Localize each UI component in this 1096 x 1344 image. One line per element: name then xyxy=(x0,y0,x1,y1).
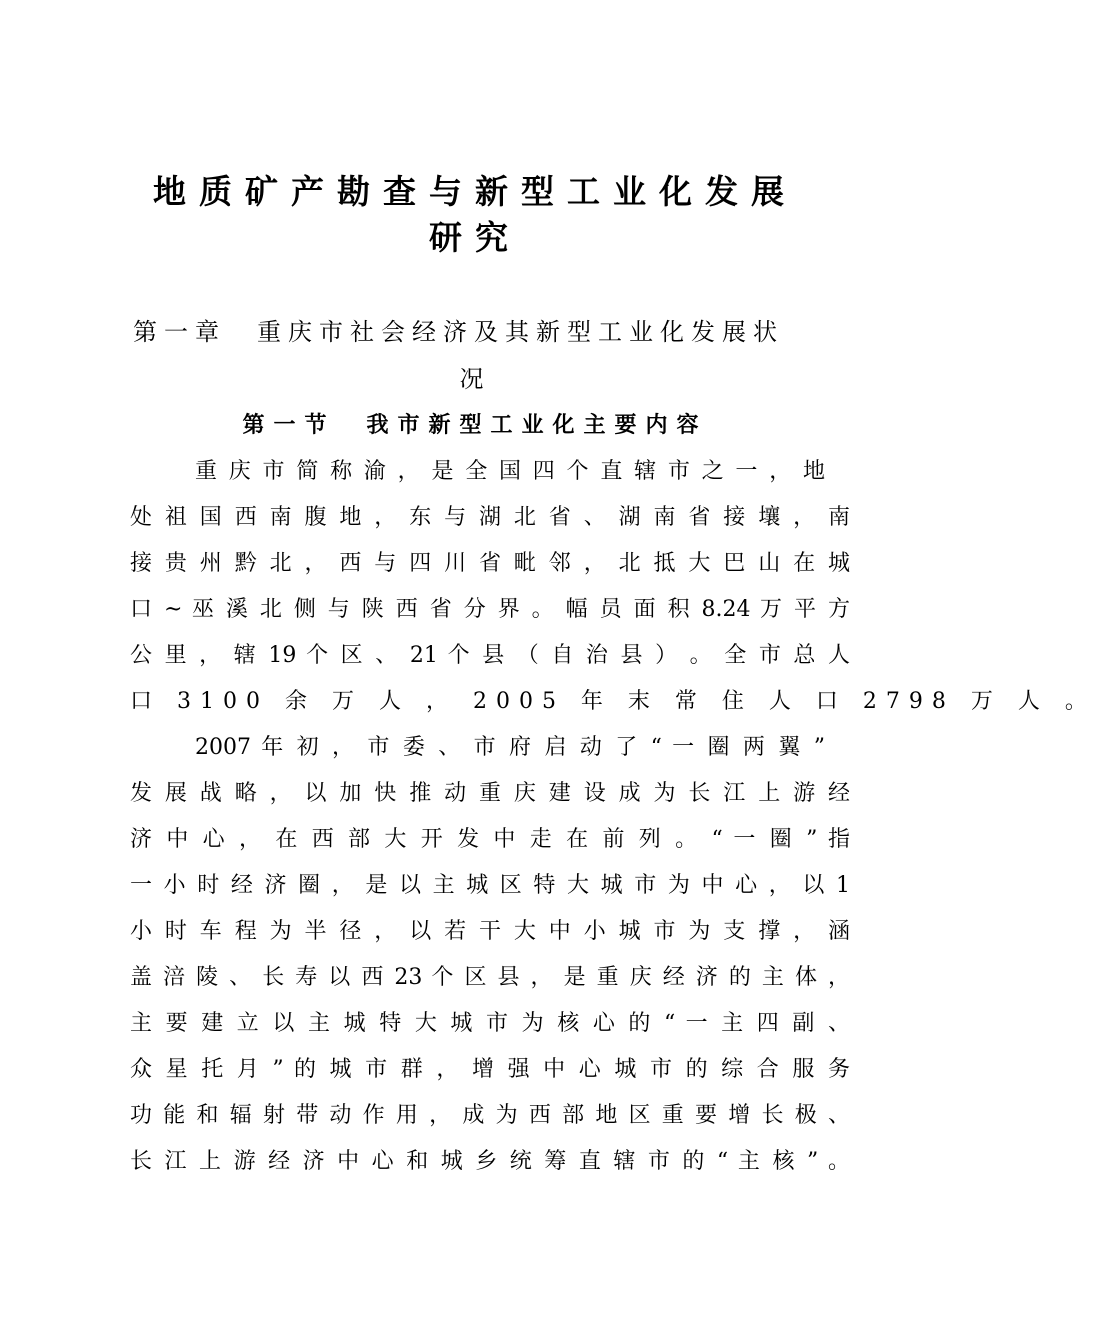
paragraph-line: 口 ~ 巫 溪 北 侧 与 陕 西 省 分 界 。 幅 员 面 积 8.24 万 平 方 xyxy=(130,597,850,622)
paragraph-line: 2007 年 初 ， 市 委 、 市 府 启 动 了 “ 一 圈 两 翼 ” xyxy=(195,735,825,760)
document-title-line2: 研究 xyxy=(429,218,521,257)
paragraph-line: 一 小 时 经 济 圈 ， 是 以 主 城 区 特 大 城 市 为 中 心 ， 以 1 xyxy=(130,873,850,898)
paragraph-line: 公 里 ， 辖 19 个 区 、 21 个 县 （ 自 治 县 ） 。 全 市 总 人 xyxy=(130,643,850,668)
section-heading: 第一节 我市新型工业化主要内容 xyxy=(242,412,708,438)
paragraph-line: 济 中 心 ， 在 西 部 大 开 发 中 走 在 前 列 。 “ 一 圈 ” 指 xyxy=(130,827,850,852)
paragraph-line: 接 贵 州 黔 北 ， 西 与 四 川 省 毗 邻 ， 北 抵 大 巴 山 在 城 xyxy=(130,551,850,576)
paragraph-line: 发 展 战 略 ， 以 加 快 推 动 重 庆 建 设 成 为 长 江 上 游 经 xyxy=(130,781,850,806)
paragraph-line: 盖 涪 陵 、 长 寿 以 西 23 个 区 县 ， 是 重 庆 经 济 的 主 体 ， xyxy=(130,965,850,990)
paragraph-line: 处 祖 国 西 南 腹 地 ， 东 与 湖 北 省 、 湖 南 省 接 壤 ， 南 xyxy=(130,505,850,530)
paragraph-line: 长 江 上 游 经 济 中 心 和 城 乡 统 筹 直 辖 市 的 “ 主 核 ” 。 xyxy=(130,1149,850,1174)
paragraph-line: 众 星 托 月 ” 的 城 市 群 ， 增 强 中 心 城 市 的 综 合 服 务 xyxy=(130,1057,850,1082)
chapter-heading-line1: 第一章 重庆市社会经济及其新型工业化发展状 xyxy=(133,318,784,346)
paragraph-line: 口 3100 余 万 人 ， 2005 年 末 常 住 人 口 2798 万 人 。 xyxy=(130,689,1096,714)
paragraph-line: 功 能 和 辐 射 带 动 作 用 ， 成 为 西 部 地 区 重 要 增 长 极 、 xyxy=(130,1103,850,1128)
paragraph-line: 重 庆 市 简 称 渝 ， 是 全 国 四 个 直 辖 市 之 一 ， 地 xyxy=(195,459,825,484)
document-title-line1: 地质矿产勘查与新型工业化发展 xyxy=(153,172,797,211)
chapter-heading-line2: 况 xyxy=(459,365,491,393)
paragraph-line: 主 要 建 立 以 主 城 特 大 城 市 为 核 心 的 “ 一 主 四 副 、 xyxy=(130,1011,850,1036)
paragraph-line: 小 时 车 程 为 半 径 ， 以 若 干 大 中 小 城 市 为 支 撑 ， 涵 xyxy=(130,919,850,944)
